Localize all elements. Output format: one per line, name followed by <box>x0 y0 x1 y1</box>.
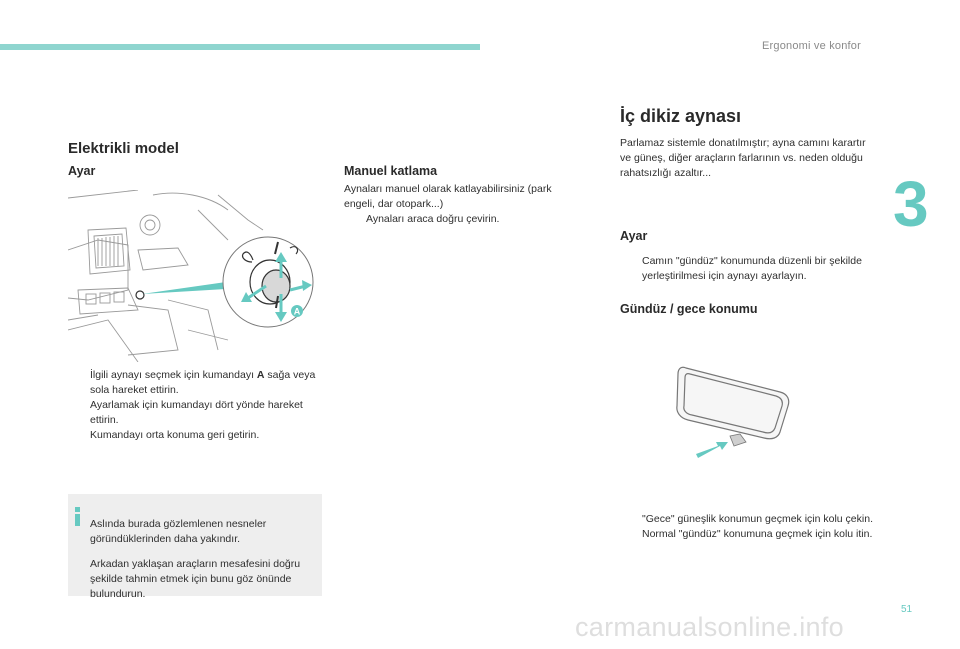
day-night-steps <box>620 512 882 542</box>
electric-step-2: Ayarlamak için kumandayı dört yönde hareket ettirin. <box>90 399 303 426</box>
mirror-adjust-step-1: Camın "gündüz" konumunda düzenli bir şekilde yerleştirilmesi için aynayı ayarlayın. <box>642 255 862 282</box>
note-line-2: Arkadan yaklaşan araçların mesafesini doğru şekilde tahmin etmek için bunu göz önünde bulundurun. <box>90 558 301 600</box>
info-icon <box>75 507 80 526</box>
rear-view-mirror-illustration <box>668 362 798 462</box>
mirror-adjust-steps <box>620 254 882 284</box>
note-line-1: Aslında burada gözlemlenen nesneler göründüklerinden daha yakındır. <box>90 517 267 545</box>
adjust-heading-right: Ayar <box>620 229 648 243</box>
page-number: 51 <box>901 604 913 615</box>
interior-mirror-intro: Parlamaz sistemle donatılmıştır; ayna camını karartır ve güneş, diğer araçların farlarının vs. neden olduğu rahatsızlığı azaltır... <box>620 137 866 179</box>
day-night-step-2: Normal "gündüz" konumuna geçmek için kolu itin. <box>642 528 873 540</box>
mirror-control-illustration <box>68 190 322 362</box>
info-note <box>68 494 322 600</box>
manual-folding-text <box>344 182 580 227</box>
chapter-number: 3 <box>893 168 929 240</box>
callout-a-label: A <box>293 306 301 317</box>
manual-folding-body: Aynaları manuel olarak katlayabilirsiniz (park engeli, dar otopark...) <box>344 183 552 210</box>
interior-mirror-heading: İç dikiz aynası <box>620 106 742 126</box>
electric-step-1: İlgili aynayı seçmek için kumandayı A sağa veya sola hareket ettirin. <box>90 369 316 396</box>
watermark: carmanualsonline.info <box>575 612 844 642</box>
day-night-step-1: "Gece" güneşlik konumun geçmek için kolu çekin. <box>642 513 873 525</box>
manual-folding-heading: Manuel katlama <box>344 164 438 178</box>
section-title: Ergonomi ve konfor <box>762 40 861 52</box>
manual-folding-step-1: Aynaları araca doğru çevirin. <box>366 213 500 225</box>
electric-step-3: Kumandayı orta konuma geri getirin. <box>90 429 260 441</box>
header-accent-bar <box>0 44 480 50</box>
adjust-heading-left: Ayar <box>68 164 96 178</box>
electric-model-heading: Elektrikli model <box>68 140 179 157</box>
day-night-heading: Gündüz / gece konumu <box>620 302 758 316</box>
electric-steps <box>68 368 326 443</box>
